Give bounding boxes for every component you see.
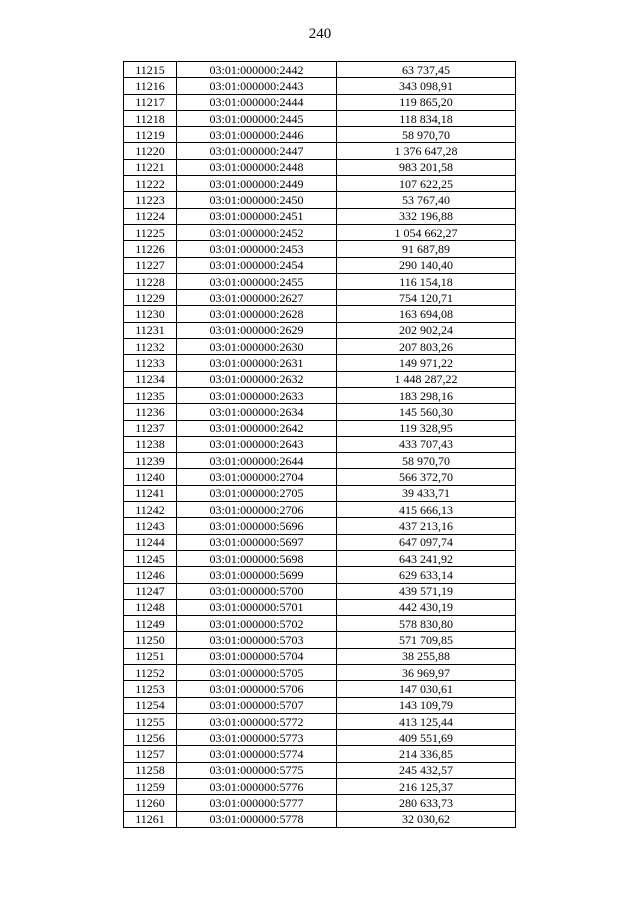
cadastral-number-cell: 03:01:000000:2644: [177, 453, 337, 469]
row-number-cell: 11219: [124, 127, 177, 143]
table-row: [124, 762, 516, 778]
row-number-cell: 11255: [124, 713, 177, 729]
cadastral-number-cell: 03:01:000000:2451: [177, 208, 337, 224]
row-number-cell: 11221: [124, 159, 177, 175]
row-number-cell: 11223: [124, 192, 177, 208]
row-number-cell: 11215: [124, 62, 177, 78]
row-number-cell: 11237: [124, 420, 177, 436]
value-cell: 1 054 662,27: [337, 224, 516, 240]
cadastral-number-cell: 03:01:000000:2628: [177, 306, 337, 322]
value-cell: 647 097,74: [337, 534, 516, 550]
row-number-cell: 11258: [124, 762, 177, 778]
cadastral-number-cell: 03:01:000000:2444: [177, 94, 337, 110]
table-row: [124, 355, 516, 371]
cadastral-number-cell: 03:01:000000:5776: [177, 779, 337, 795]
value-cell: 216 125,37: [337, 779, 516, 795]
row-number-cell: 11231: [124, 322, 177, 338]
cadastral-number-cell: 03:01:000000:5701: [177, 599, 337, 615]
value-cell: 118 834,18: [337, 110, 516, 126]
row-number-cell: 11238: [124, 436, 177, 452]
cadastral-number-cell: 03:01:000000:2442: [177, 62, 337, 78]
cadastral-number-cell: 03:01:000000:5778: [177, 811, 337, 827]
table-row: [124, 453, 516, 469]
table-row: [124, 404, 516, 420]
row-number-cell: 11253: [124, 681, 177, 697]
table-row: [124, 795, 516, 811]
value-cell: 629 633,14: [337, 567, 516, 583]
table-row: [124, 681, 516, 697]
value-cell: 39 433,71: [337, 485, 516, 501]
value-cell: 439 571,19: [337, 583, 516, 599]
row-number-cell: 11226: [124, 241, 177, 257]
value-cell: 207 803,26: [337, 339, 516, 355]
row-number-cell: 11245: [124, 550, 177, 566]
value-cell: 643 241,92: [337, 550, 516, 566]
row-number-cell: 11242: [124, 502, 177, 518]
table-row: [124, 436, 516, 452]
value-cell: 1 376 647,28: [337, 143, 516, 159]
cadastral-number-cell: 03:01:000000:2454: [177, 257, 337, 273]
value-cell: 202 902,24: [337, 322, 516, 338]
table-row: [124, 78, 516, 94]
cadastral-number-cell: 03:01:000000:2443: [177, 78, 337, 94]
cadastral-number-cell: 03:01:000000:2643: [177, 436, 337, 452]
table-row: [124, 110, 516, 126]
row-number-cell: 11217: [124, 94, 177, 110]
cadastral-number-cell: 03:01:000000:5700: [177, 583, 337, 599]
cadastral-number-cell: 03:01:000000:5777: [177, 795, 337, 811]
cadastral-number-cell: 03:01:000000:5774: [177, 746, 337, 762]
value-cell: 566 372,70: [337, 469, 516, 485]
registry-table: [123, 61, 516, 828]
cadastral-number-cell: 03:01:000000:2632: [177, 371, 337, 387]
table-row: [124, 94, 516, 110]
cadastral-number-cell: 03:01:000000:5696: [177, 518, 337, 534]
row-number-cell: 11230: [124, 306, 177, 322]
value-cell: 437 213,16: [337, 518, 516, 534]
row-number-cell: 11222: [124, 176, 177, 192]
value-cell: 32 030,62: [337, 811, 516, 827]
table-row: [124, 697, 516, 713]
value-cell: 415 666,13: [337, 502, 516, 518]
cadastral-number-cell: 03:01:000000:2629: [177, 322, 337, 338]
table-row: [124, 664, 516, 680]
value-cell: 163 694,08: [337, 306, 516, 322]
row-number-cell: 11229: [124, 290, 177, 306]
cadastral-number-cell: 03:01:000000:5705: [177, 664, 337, 680]
table-row: [124, 550, 516, 566]
row-number-cell: 11235: [124, 387, 177, 403]
value-cell: 58 970,70: [337, 127, 516, 143]
value-cell: 413 125,44: [337, 713, 516, 729]
value-cell: 147 030,61: [337, 681, 516, 697]
cadastral-number-cell: 03:01:000000:5697: [177, 534, 337, 550]
value-cell: 442 430,19: [337, 599, 516, 615]
row-number-cell: 11234: [124, 371, 177, 387]
cadastral-number-cell: 03:01:000000:2452: [177, 224, 337, 240]
cadastral-number-cell: 03:01:000000:5702: [177, 616, 337, 632]
cadastral-number-cell: 03:01:000000:2445: [177, 110, 337, 126]
value-cell: 280 633,73: [337, 795, 516, 811]
cadastral-number-cell: 03:01:000000:5699: [177, 567, 337, 583]
cadastral-number-cell: 03:01:000000:2455: [177, 273, 337, 289]
value-cell: 63 737,45: [337, 62, 516, 78]
table-row: [124, 208, 516, 224]
table-row: [124, 62, 516, 78]
table-row: [124, 322, 516, 338]
row-number-cell: 11220: [124, 143, 177, 159]
cadastral-number-cell: 03:01:000000:2634: [177, 404, 337, 420]
value-cell: 183 298,16: [337, 387, 516, 403]
row-number-cell: 11256: [124, 730, 177, 746]
value-cell: 119 328,95: [337, 420, 516, 436]
cadastral-number-cell: 03:01:000000:2448: [177, 159, 337, 175]
table-row: [124, 176, 516, 192]
row-number-cell: 11232: [124, 339, 177, 355]
table-row: [124, 518, 516, 534]
row-number-cell: 11236: [124, 404, 177, 420]
value-cell: 1 448 287,22: [337, 371, 516, 387]
row-number-cell: 11252: [124, 664, 177, 680]
table-row: [124, 257, 516, 273]
value-cell: 578 830,80: [337, 616, 516, 632]
row-number-cell: 11248: [124, 599, 177, 615]
table-row: [124, 730, 516, 746]
cadastral-number-cell: 03:01:000000:2453: [177, 241, 337, 257]
table-row: [124, 583, 516, 599]
row-number-cell: 11228: [124, 273, 177, 289]
value-cell: 983 201,58: [337, 159, 516, 175]
row-number-cell: 11227: [124, 257, 177, 273]
registry-table-body: [124, 62, 516, 828]
row-number-cell: 11250: [124, 632, 177, 648]
row-number-cell: 11218: [124, 110, 177, 126]
value-cell: 332 196,88: [337, 208, 516, 224]
cadastral-number-cell: 03:01:000000:2633: [177, 387, 337, 403]
cadastral-number-cell: 03:01:000000:5698: [177, 550, 337, 566]
value-cell: 571 709,85: [337, 632, 516, 648]
table-row: [124, 387, 516, 403]
table-row: [124, 224, 516, 240]
row-number-cell: 11254: [124, 697, 177, 713]
row-number-cell: 11260: [124, 795, 177, 811]
cadastral-number-cell: 03:01:000000:2449: [177, 176, 337, 192]
table-row: [124, 306, 516, 322]
value-cell: 107 622,25: [337, 176, 516, 192]
table-row: [124, 713, 516, 729]
row-number-cell: 11247: [124, 583, 177, 599]
cadastral-number-cell: 03:01:000000:5773: [177, 730, 337, 746]
cadastral-number-cell: 03:01:000000:5703: [177, 632, 337, 648]
value-cell: 116 154,18: [337, 273, 516, 289]
value-cell: 145 560,30: [337, 404, 516, 420]
row-number-cell: 11225: [124, 224, 177, 240]
cadastral-number-cell: 03:01:000000:2450: [177, 192, 337, 208]
row-number-cell: 11249: [124, 616, 177, 632]
table-row: [124, 567, 516, 583]
row-number-cell: 11257: [124, 746, 177, 762]
cadastral-number-cell: 03:01:000000:2705: [177, 485, 337, 501]
row-number-cell: 11243: [124, 518, 177, 534]
value-cell: 214 336,85: [337, 746, 516, 762]
row-number-cell: 11241: [124, 485, 177, 501]
cadastral-number-cell: 03:01:000000:2630: [177, 339, 337, 355]
table-row: [124, 616, 516, 632]
table-row: [124, 779, 516, 795]
table-row: [124, 371, 516, 387]
value-cell: 143 109,79: [337, 697, 516, 713]
value-cell: 290 140,40: [337, 257, 516, 273]
cadastral-number-cell: 03:01:000000:2631: [177, 355, 337, 371]
table-row: [124, 485, 516, 501]
row-number-cell: 11240: [124, 469, 177, 485]
table-row: [124, 746, 516, 762]
row-number-cell: 11216: [124, 78, 177, 94]
row-number-cell: 11224: [124, 208, 177, 224]
cadastral-number-cell: 03:01:000000:5775: [177, 762, 337, 778]
cadastral-number-cell: 03:01:000000:2704: [177, 469, 337, 485]
cadastral-number-cell: 03:01:000000:5706: [177, 681, 337, 697]
table-row: [124, 469, 516, 485]
table-row: [124, 192, 516, 208]
table-row: [124, 534, 516, 550]
table-row: [124, 143, 516, 159]
row-number-cell: 11244: [124, 534, 177, 550]
value-cell: 754 120,71: [337, 290, 516, 306]
page-number: 240: [308, 26, 332, 42]
value-cell: 409 551,69: [337, 730, 516, 746]
cadastral-number-cell: 03:01:000000:2627: [177, 290, 337, 306]
row-number-cell: 11259: [124, 779, 177, 795]
value-cell: 119 865,20: [337, 94, 516, 110]
table-row: [124, 339, 516, 355]
value-cell: 36 969,97: [337, 664, 516, 680]
table-row: [124, 502, 516, 518]
value-cell: 245 432,57: [337, 762, 516, 778]
row-number-cell: 11251: [124, 648, 177, 664]
row-number-cell: 11233: [124, 355, 177, 371]
value-cell: 53 767,40: [337, 192, 516, 208]
cadastral-number-cell: 03:01:000000:5772: [177, 713, 337, 729]
cadastral-number-cell: 03:01:000000:5704: [177, 648, 337, 664]
table-row: [124, 420, 516, 436]
cadastral-number-cell: 03:01:000000:2706: [177, 502, 337, 518]
cadastral-number-cell: 03:01:000000:2642: [177, 420, 337, 436]
row-number-cell: 11239: [124, 453, 177, 469]
table-row: [124, 273, 516, 289]
cadastral-number-cell: 03:01:000000:2446: [177, 127, 337, 143]
table-row: [124, 159, 516, 175]
row-number-cell: 11246: [124, 567, 177, 583]
table-row: [124, 599, 516, 615]
value-cell: 38 255,88: [337, 648, 516, 664]
table-row: [124, 811, 516, 827]
value-cell: 91 687,89: [337, 241, 516, 257]
value-cell: 149 971,22: [337, 355, 516, 371]
table-row: [124, 648, 516, 664]
value-cell: 343 098,91: [337, 78, 516, 94]
table-row: [124, 127, 516, 143]
cadastral-number-cell: 03:01:000000:5707: [177, 697, 337, 713]
cadastral-number-cell: 03:01:000000:2447: [177, 143, 337, 159]
table-row: [124, 632, 516, 648]
table-row: [124, 290, 516, 306]
value-cell: 58 970,70: [337, 453, 516, 469]
value-cell: 433 707,43: [337, 436, 516, 452]
table-row: [124, 241, 516, 257]
row-number-cell: 11261: [124, 811, 177, 827]
